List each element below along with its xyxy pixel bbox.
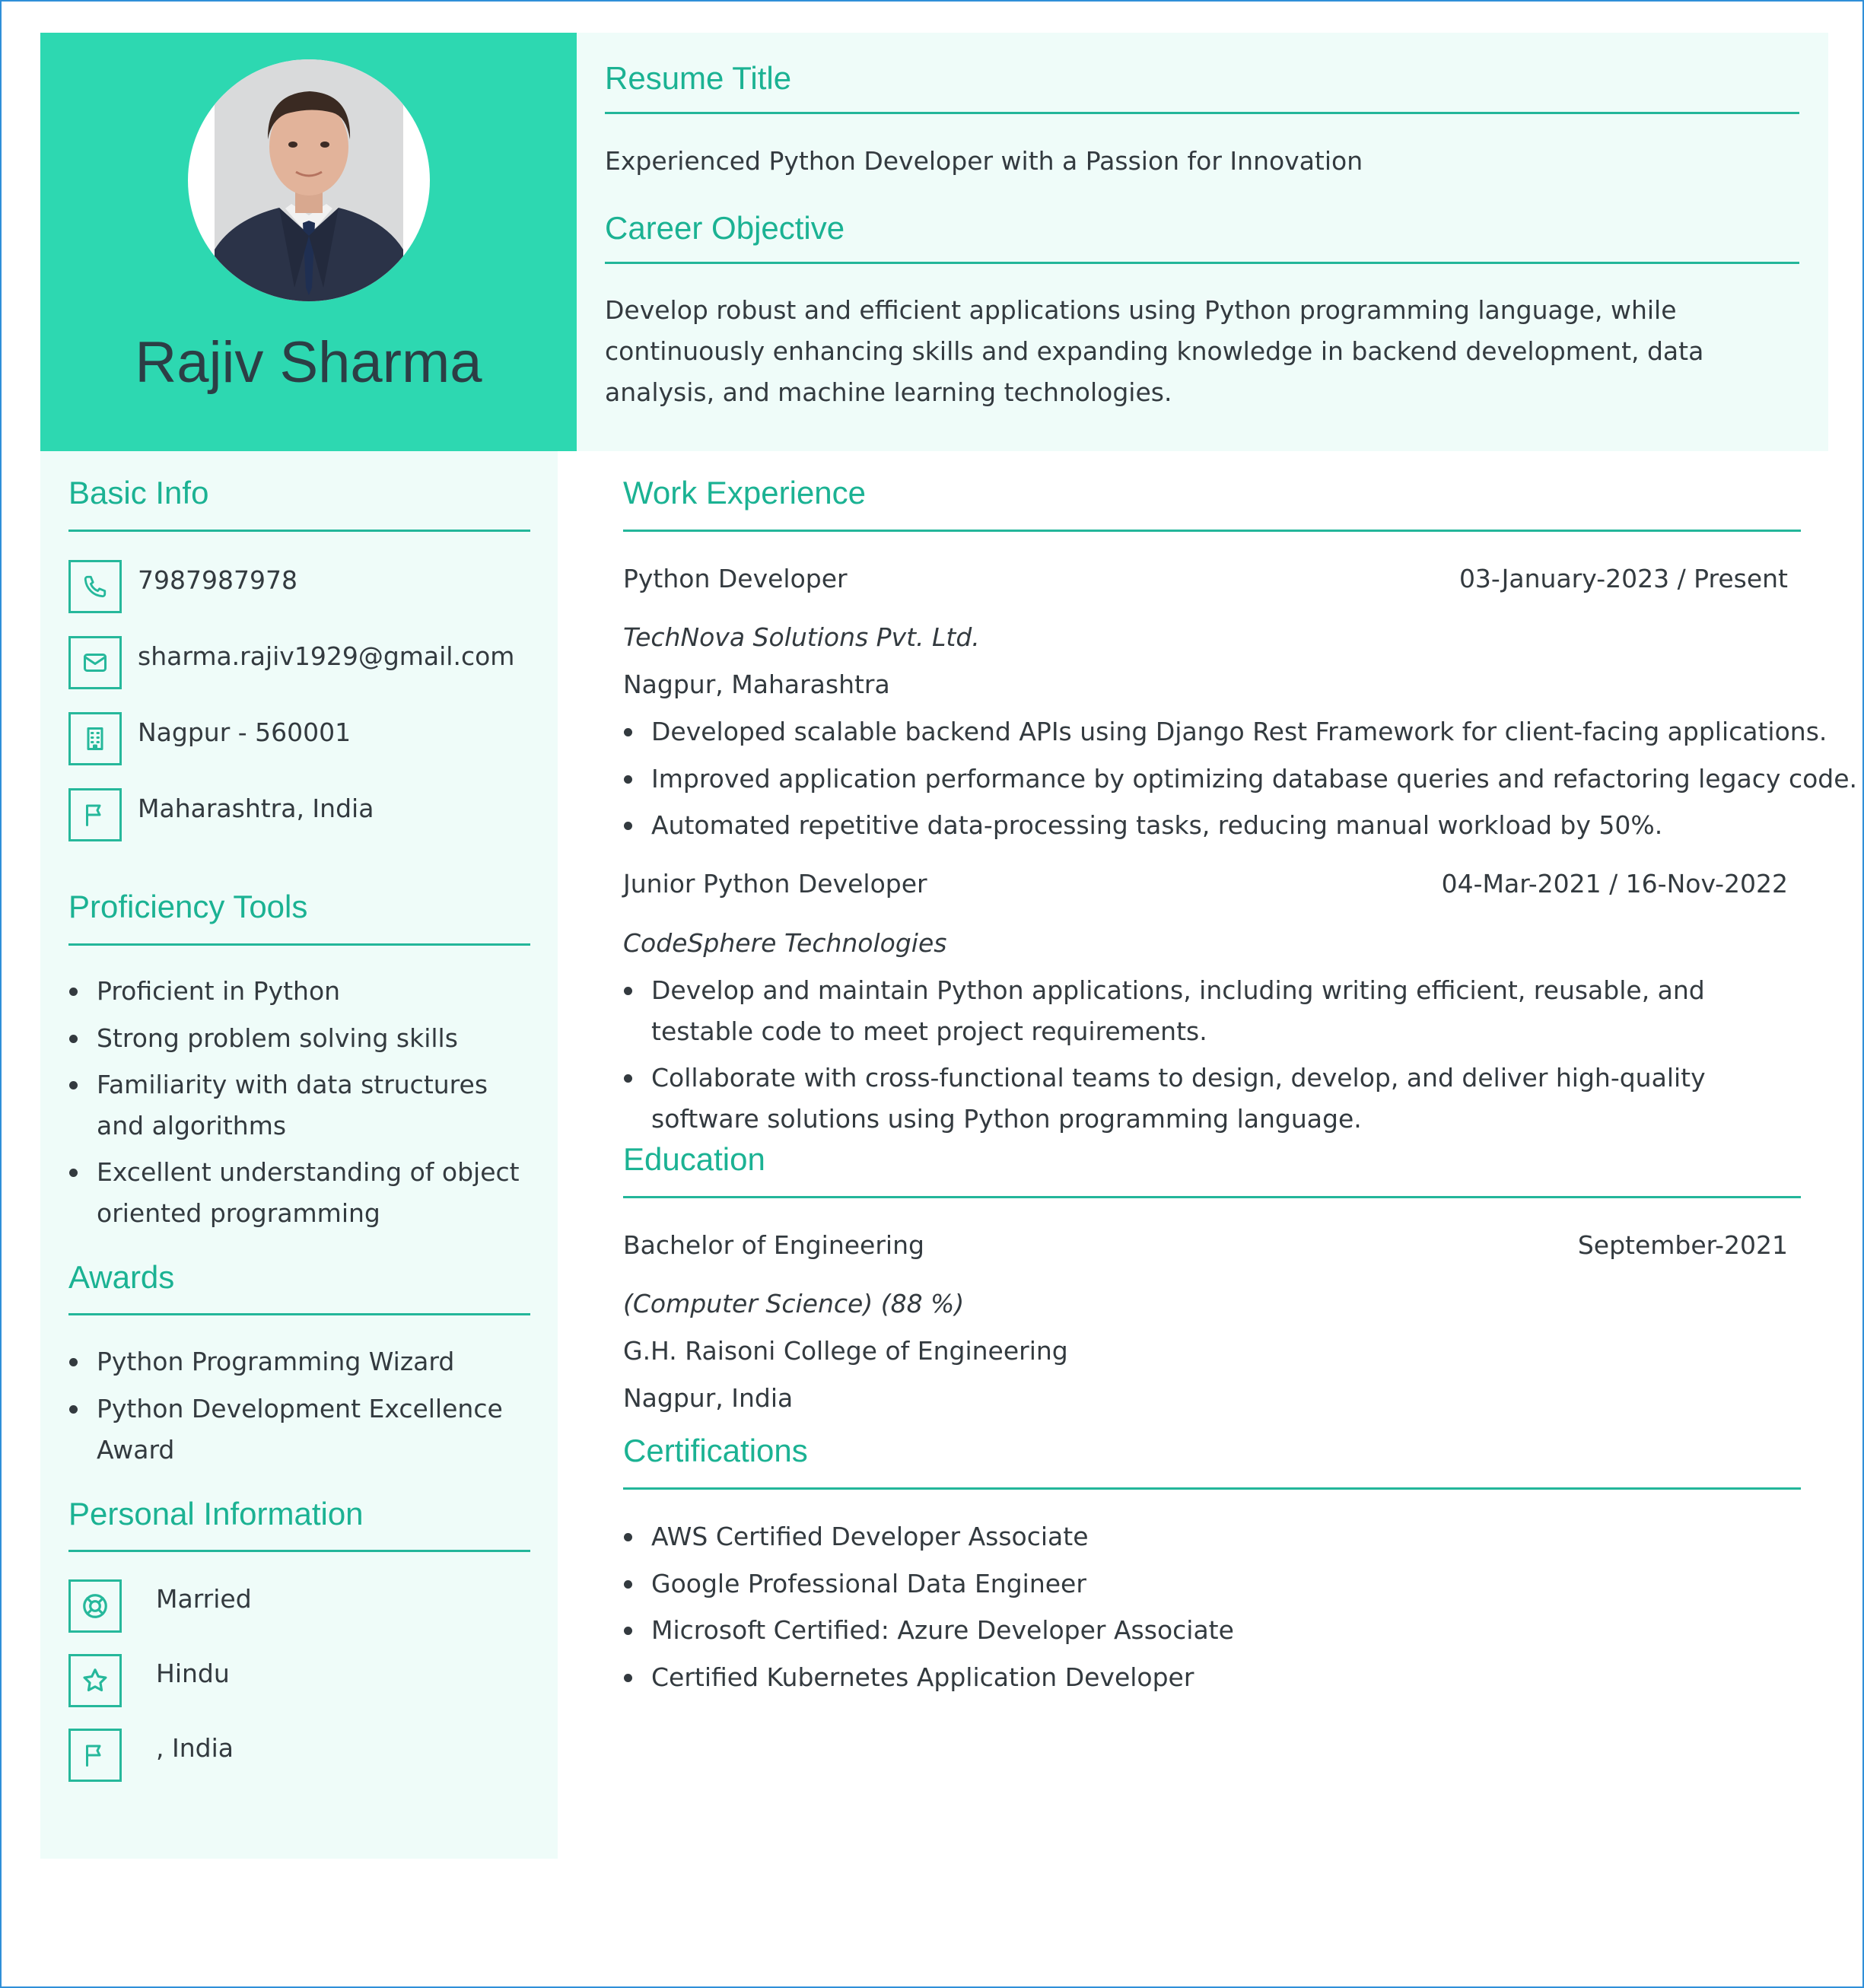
flag-icon	[68, 788, 122, 841]
divider	[68, 1550, 530, 1552]
list-item: Developed scalable backend APIs using Django Rest Framework for client-facing applications.	[651, 711, 1827, 752]
field-of-study: (Computer Science) (88 %)	[623, 1289, 965, 1318]
list-item: Familiarity with data structures and algorithms	[97, 1064, 523, 1147]
job-location: Nagpur, Maharashtra	[623, 670, 890, 699]
list-item: Certified Kubernetes Application Developer	[651, 1657, 1194, 1698]
job-title: Junior Python Developer	[623, 869, 927, 899]
basic-info-heading: Basic Info	[68, 475, 209, 511]
main-content	[596, 451, 1858, 1859]
phone-value: 7987987978	[138, 565, 297, 595]
sidebar	[40, 451, 558, 1859]
degree: Bachelor of Engineering	[623, 1230, 924, 1260]
header-banner	[40, 33, 577, 451]
career-objective-heading: Career Objective	[605, 210, 845, 246]
divider	[68, 530, 530, 532]
marital-status: Married	[156, 1584, 252, 1614]
list-item: Proficient in Python	[97, 971, 340, 1012]
career-objective-text: Develop robust and efficient applications using Python programming language, while continuously enhancing skills and expanding knowledge in backend development, data analysis, and machine learning technologies.	[605, 295, 1704, 407]
college-location: Nagpur, India	[623, 1383, 794, 1413]
personal-info-heading: Personal Information	[68, 1496, 364, 1532]
resume-title-heading: Resume Title	[605, 60, 792, 96]
profile-photo	[188, 59, 430, 301]
list-item: AWS Certified Developer Associate	[651, 1516, 1089, 1557]
lifebuoy-icon	[68, 1579, 122, 1633]
job-company: CodeSphere Technologies	[623, 928, 947, 958]
list-item: Strong problem solving skills	[97, 1018, 458, 1059]
divider	[623, 1196, 1801, 1198]
building-icon	[68, 712, 122, 765]
divider	[68, 1313, 530, 1315]
religion: Hindu	[156, 1659, 230, 1688]
list-item: Python Programming Wizard	[97, 1341, 454, 1382]
star-icon	[68, 1654, 122, 1707]
graduation-date: September-2021	[1577, 1230, 1788, 1260]
list-item: Improved application performance by optimizing database queries and refactoring legacy code.	[651, 759, 1857, 800]
email-value: sharma.rajiv1929@gmail.com	[138, 641, 515, 671]
education-heading: Education	[623, 1141, 765, 1177]
list-item: Develop and maintain Python applications, including writing efficient, reusable, and testable code to meet project requirements.	[651, 970, 1792, 1052]
mail-icon	[68, 636, 122, 689]
divider	[605, 112, 1799, 114]
candidate-name: Rajiv Sharma	[135, 330, 482, 395]
list-item: Python Development Excellence Award	[97, 1388, 523, 1471]
address-value: Nagpur - 560001	[138, 717, 351, 747]
divider	[68, 943, 530, 946]
nationality: , India	[156, 1733, 234, 1763]
job-dates: 03-January-2023 / Present	[1458, 564, 1788, 593]
college-name: G.H. Raisoni College of Engineering	[623, 1336, 1068, 1366]
divider	[623, 1487, 1801, 1490]
job-company: TechNova Solutions Pvt. Ltd.	[623, 622, 980, 652]
divider	[605, 262, 1799, 264]
phone-icon	[68, 560, 122, 613]
list-item: Excellent understanding of object oriented programming	[97, 1152, 523, 1234]
state-value: Maharashtra, India	[138, 794, 374, 823]
resume-title-text: Experienced Python Developer with a Passion for Innovation	[605, 146, 1363, 176]
work-experience-heading: Work Experience	[623, 475, 867, 511]
divider	[623, 530, 1801, 532]
summary-panel	[577, 33, 1828, 451]
awards-heading: Awards	[68, 1259, 175, 1295]
list-item: Google Professional Data Engineer	[651, 1563, 1086, 1605]
job-title: Python Developer	[623, 564, 848, 593]
certifications-heading: Certifications	[623, 1433, 808, 1468]
list-item: Microsoft Certified: Azure Developer Associate	[651, 1610, 1234, 1651]
flag-icon	[68, 1729, 122, 1782]
list-item: Automated repetitive data-processing tasks, reducing manual workload by 50%.	[651, 805, 1662, 846]
list-item: Collaborate with cross-functional teams to design, develop, and deliver high-quality software solutions using Python programming language.	[651, 1058, 1792, 1140]
proficiency-heading: Proficiency Tools	[68, 889, 308, 924]
job-dates: 04-Mar-2021 / 16-Nov-2022	[1441, 869, 1788, 899]
